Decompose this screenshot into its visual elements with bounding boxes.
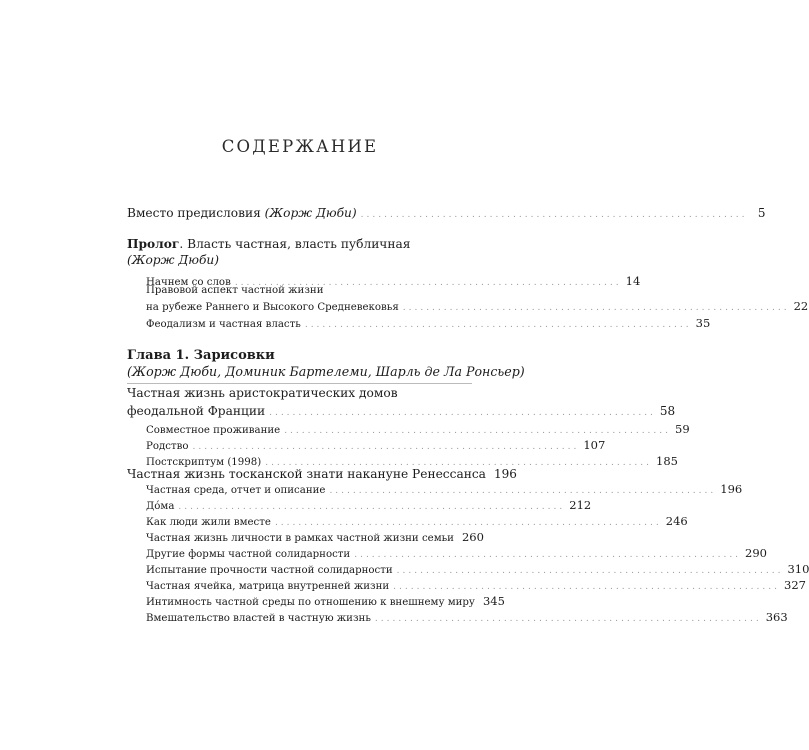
- toc-page-number: 35: [695, 316, 711, 330]
- dot-leader: ..................................................................: [393, 582, 780, 592]
- toc-entry-text: Феодализм и частная власть: [146, 319, 301, 330]
- toc-entry-text: на рубеже Раннего и Высокого Средневековья: [146, 302, 399, 313]
- chapter-title[interactable]: Глава 1. Зарисовки: [127, 348, 275, 363]
- toc-entry-text: Частная жизнь тосканской знати накануне Ренессанса: [127, 467, 486, 481]
- prologue-title[interactable]: [127, 237, 410, 251]
- dot-leader: ..................................................................: [234, 278, 622, 288]
- prologue-title-rest: . Власть частная, власть публичная: [179, 237, 411, 251]
- prologue-label: Пролог: [127, 237, 180, 251]
- toc-entry-text: Совместное проживание: [146, 425, 281, 436]
- dot-leader: ..................................................................: [396, 566, 784, 576]
- toc-entry-text: Другие формы частной солидарности: [146, 549, 351, 560]
- toc-entry-text: Вместо предисловия: [127, 206, 265, 220]
- dot-leader: ..................................................................: [269, 408, 656, 418]
- toc-entry-text: Дóма: [146, 501, 175, 512]
- toc-entry-text: феодальной Франции: [127, 404, 266, 418]
- toc-entry-prologue-3[interactable]: [146, 314, 711, 333]
- toc-entry-text: Постскриптум (1998): [146, 457, 262, 468]
- toc-entry-prologue-2-line1[interactable]: Правовой аспект частной жизни: [146, 285, 324, 296]
- dot-leader: ..................................................................: [402, 303, 790, 313]
- toc-page-number: 260: [461, 530, 484, 544]
- toc-section-1[interactable]: [127, 402, 676, 421]
- toc-entry-text: Частная ячейка, матрица внутренней жизни: [146, 581, 390, 592]
- toc-page-number: 310: [787, 562, 809, 576]
- toc-entry-text: Частная жизнь личности в рамках частной жизни семьи: [146, 533, 454, 544]
- dot-leader: ..................................................................: [284, 426, 672, 436]
- toc-page-number: 196: [720, 482, 743, 496]
- toc-entry-author: (Жорж Дюби): [264, 206, 357, 220]
- dot-leader: ..................................................................: [265, 458, 653, 468]
- dot-leader: ..................................................................: [354, 550, 742, 560]
- divider: [127, 383, 472, 384]
- toc-entry-text: Начнем со слов: [146, 277, 231, 288]
- toc-entry-s2-9[interactable]: [146, 608, 788, 627]
- toc-entry-text: Интимность частной среды по отношению к внешнему миру: [146, 597, 475, 608]
- toc-page-number: 290: [745, 546, 767, 560]
- toc-entry-text: Родство: [146, 441, 189, 452]
- dot-leader: ..................................................................: [178, 502, 566, 512]
- section-title-line1[interactable]: Частная жизнь аристократических домов: [127, 386, 398, 400]
- dot-leader: ..................................................................: [374, 614, 762, 624]
- toc-page-number: 212: [569, 498, 592, 512]
- toc-entry-text: Как люди жили вместе: [146, 517, 271, 528]
- dot-leader: ..................................................................: [192, 442, 580, 452]
- toc-page-number: 196: [493, 467, 517, 481]
- toc-entry-text: Испытание прочности частной солидарности: [146, 565, 393, 576]
- dot-leader: ..................................................................: [304, 320, 692, 330]
- toc-page-number: 246: [665, 514, 688, 528]
- toc-page-number: 185: [656, 454, 678, 468]
- toc-page-number: 345: [482, 594, 505, 608]
- toc-entry-text: Вмешательство властей в частную жизнь: [146, 613, 371, 624]
- dot-leader: ..................................................................: [329, 486, 717, 496]
- toc-page-number: 59: [675, 422, 690, 436]
- toc-page-number: 107: [583, 438, 606, 452]
- dot-leader: ..................................................................: [274, 518, 662, 528]
- toc-page-number: 58: [659, 404, 676, 418]
- chapter-authors: (Жорж Дюби, Доминик Бартелеми, Шарль де Ла Ронсьер): [127, 364, 525, 379]
- toc-page-number: 22: [793, 299, 809, 313]
- toc-page-number: 5: [757, 206, 766, 220]
- toc-page-number: 14: [625, 274, 641, 288]
- dot-leader: ..................................................................: [360, 210, 748, 220]
- page-title: СОДЕРЖАНИЕ: [221, 137, 379, 156]
- toc-entry-text: Частная среда, отчет и описание: [146, 485, 326, 496]
- toc-entry-intro[interactable]: [127, 204, 766, 223]
- toc-page-number: 363: [765, 610, 788, 624]
- prologue-author: (Жорж Дюби): [127, 253, 219, 267]
- toc-page-number: 327: [784, 578, 806, 592]
